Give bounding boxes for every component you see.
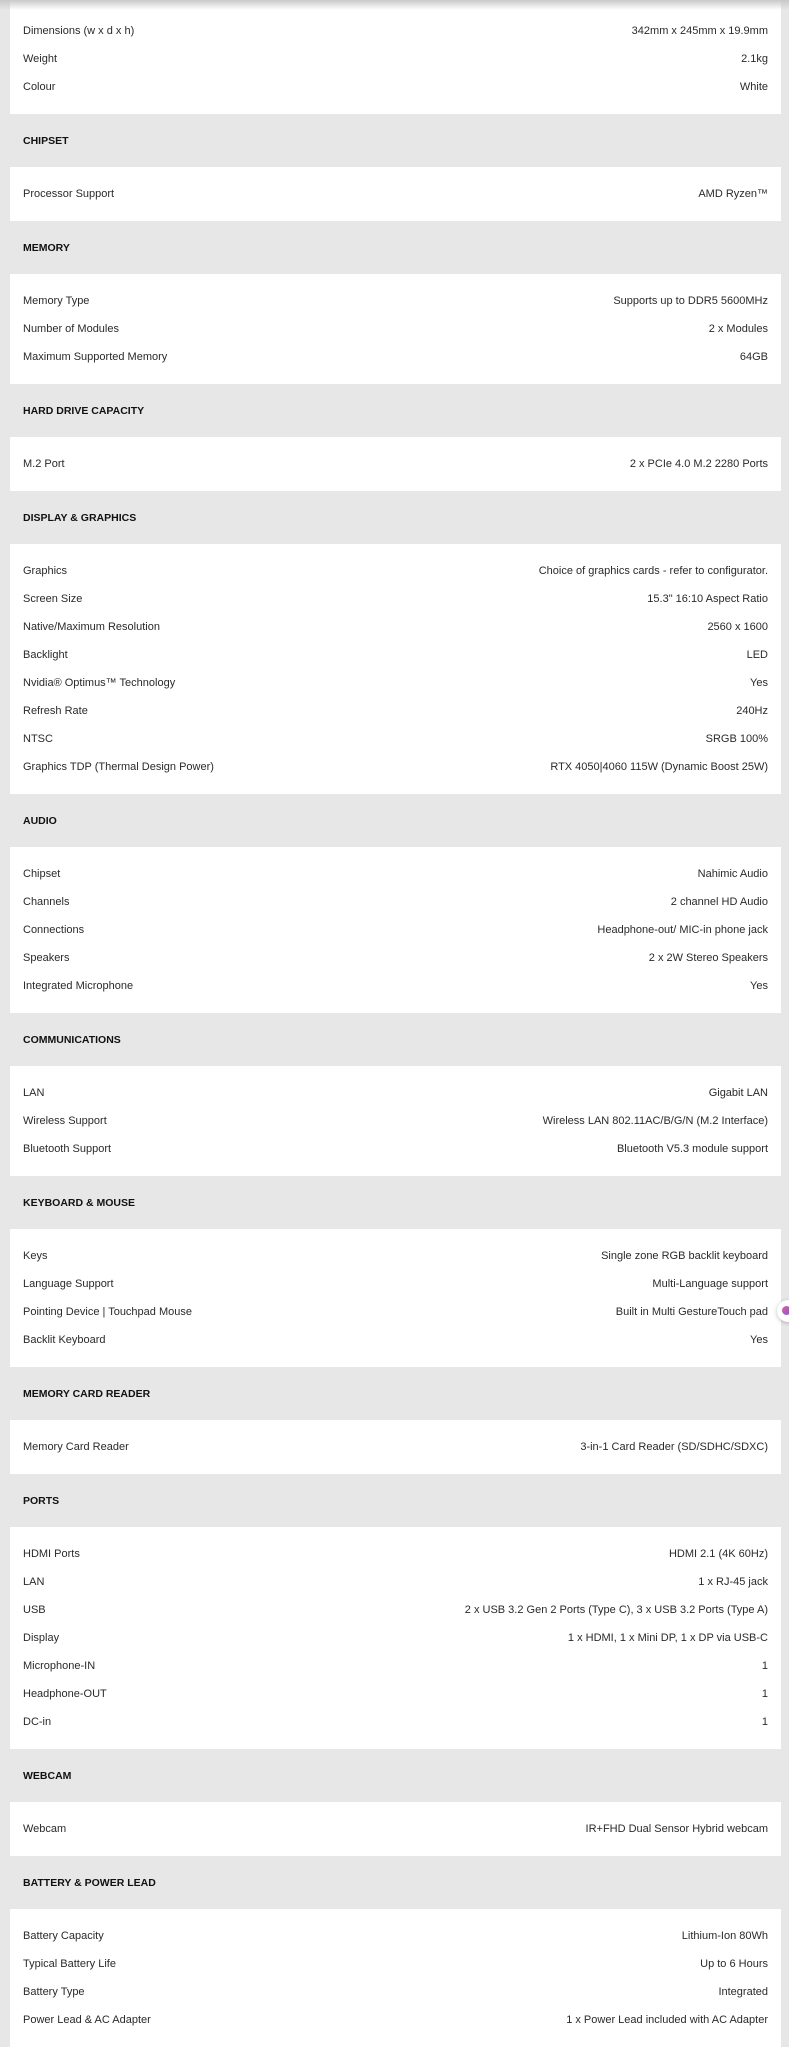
spec-label: Connections [23, 924, 85, 936]
spec-label: Keys [23, 1250, 48, 1262]
spec-value: 2 x PCIe 4.0 M.2 2280 Ports [629, 458, 768, 470]
spec-label: Screen Size [23, 593, 83, 605]
spec-value: RTX 4050|4060 115W (Dynamic Boost 25W) [550, 761, 768, 773]
spec-value: 240Hz [736, 705, 768, 717]
spec-value: SRGB 100% [705, 733, 768, 745]
spec-row [10, 1978, 781, 2006]
spec-row [10, 641, 781, 669]
spec-label: Battery Capacity [23, 1930, 104, 1942]
spec-label: Channels [23, 896, 70, 908]
spec-panel [10, 1420, 781, 1474]
section-heading: KEYBOARD & MOUSE [23, 1196, 136, 1209]
section-heading: COMMUNICATIONS [23, 1033, 121, 1046]
spec-panel [10, 437, 781, 491]
spec-label: Typical Battery Life [23, 1958, 116, 1970]
spec-row [10, 1270, 781, 1298]
spec-label: Maximum Supported Memory [23, 351, 168, 363]
spec-row [10, 1433, 781, 1461]
section-heading: DISPLAY & GRAPHICS [23, 511, 137, 524]
top-shadow [0, 0, 789, 10]
spec-label: LAN [23, 1087, 45, 1099]
section-heading: HARD DRIVE CAPACITY [23, 404, 145, 417]
spec-value: 2 x USB 3.2 Gen 2 Ports (Type C), 3 x USB 3.2 Ports (Type A) [464, 1604, 768, 1616]
spec-value: 1 x Power Lead included with AC Adapter [566, 2014, 768, 2026]
spec-value: 1 x RJ-45 jack [698, 1576, 768, 1588]
spec-row [10, 753, 781, 781]
spec-value: Headphone-out/ MIC-in phone jack [597, 924, 768, 936]
section-heading: MEMORY CARD READER [23, 1387, 151, 1400]
spec-value: 64GB [739, 351, 768, 363]
spec-row [10, 1298, 781, 1326]
spec-label: Refresh Rate [23, 705, 88, 717]
spec-panel [10, 274, 781, 384]
spec-label: Memory Card Reader [23, 1441, 129, 1453]
spec-label: NTSC [23, 733, 53, 745]
section-heading: MEMORY [23, 241, 70, 254]
spec-value: 1 x HDMI, 1 x Mini DP, 1 x DP via USB-C [567, 1632, 768, 1644]
spec-row [10, 916, 781, 944]
spec-label: Memory Type [23, 295, 90, 307]
section-heading: AUDIO [23, 814, 57, 827]
spec-label: Webcam [23, 1823, 67, 1835]
spec-label: HDMI Ports [23, 1548, 80, 1560]
spec-label: Graphics [23, 565, 68, 577]
spec-value: 2 x Modules [708, 323, 768, 335]
spec-panel [10, 1909, 781, 2047]
spec-value: 1 [761, 1688, 768, 1700]
section-heading: PORTS [23, 1494, 60, 1507]
spec-value: 3-in-1 Card Reader (SD/SDHC/SDXC) [580, 1441, 768, 1453]
spec-sections [0, 114, 789, 2047]
spec-value: Integrated [718, 1986, 768, 1998]
spec-label: M.2 Port [23, 458, 65, 470]
spec-label: Speakers [23, 952, 70, 964]
section-heading: WEBCAM [23, 1769, 72, 1782]
spec-value: 15.3" 16:10 Aspect Ratio [647, 593, 768, 605]
spec-panel [10, 1802, 781, 1856]
spec-value: HDMI 2.1 (4K 60Hz) [668, 1548, 768, 1560]
spec-row [10, 1950, 781, 1978]
spec-row [10, 287, 781, 315]
spec-row [10, 860, 781, 888]
spec-label: Number of Modules [23, 323, 119, 335]
chat-icon [782, 1306, 789, 1315]
spec-label: Battery Type [23, 1986, 85, 1998]
spec-label: Headphone-OUT [23, 1688, 107, 1700]
spec-row [10, 1107, 781, 1135]
spec-row [10, 1680, 781, 1708]
spec-label: Bluetooth Support [23, 1143, 112, 1155]
spec-row [10, 669, 781, 697]
spec-label: DC-in [23, 1716, 52, 1728]
spec-row [10, 585, 781, 613]
section-heading: BATTERY & POWER LEAD [23, 1876, 156, 1889]
spec-row [10, 315, 781, 343]
spec-row [10, 1815, 781, 1843]
spec-label: Pointing Device | Touchpad Mouse [23, 1306, 192, 1318]
spec-label: Backlight [23, 649, 68, 661]
spec-row [10, 1135, 781, 1163]
spec-label: Nvidia® Optimus™ Technology [23, 677, 176, 689]
spec-label: Power Lead & AC Adapter [23, 2014, 151, 2026]
spec-label: USB [23, 1604, 46, 1616]
spec-value: IR+FHD Dual Sensor Hybrid webcam [585, 1823, 768, 1835]
spec-label: Integrated Microphone [23, 980, 134, 992]
spec-row [10, 697, 781, 725]
spec-label: Graphics TDP (Thermal Design Power) [23, 761, 214, 773]
spec-value: Yes [750, 1334, 768, 1346]
spec-value: Bluetooth V5.3 module support [616, 1143, 768, 1155]
spec-row [10, 557, 781, 585]
spec-value: LED [746, 649, 768, 661]
spec-label: Language Support [23, 1278, 114, 1290]
spec-value: Yes [750, 677, 768, 689]
spec-value: Choice of graphics cards - refer to configurator. [538, 565, 768, 577]
spec-panel [10, 1229, 781, 1367]
spec-value: Nahimic Audio [697, 868, 768, 880]
spec-row [10, 1624, 781, 1652]
spec-value: 1 [761, 1716, 768, 1728]
spec-label: LAN [23, 1576, 45, 1588]
spec-value: 2 channel HD Audio [670, 896, 768, 908]
spec-value: Lithium-Ion 80Wh [681, 1930, 768, 1942]
section-heading: CHIPSET [23, 134, 69, 147]
spec-panel [10, 1527, 781, 1749]
spec-panel [10, 167, 781, 221]
spec-label: Wireless Support [23, 1115, 107, 1127]
spec-label: Native/Maximum Resolution [23, 621, 160, 633]
spec-row [10, 1568, 781, 1596]
spec-value: Wireless LAN 802.11AC/B/G/N (M.2 Interface) [542, 1115, 768, 1127]
spec-label: Colour [23, 81, 56, 93]
spec-label: Microphone-IN [23, 1660, 96, 1672]
spec-label: Backlit Keyboard [23, 1334, 106, 1346]
spec-value: Multi-Language support [652, 1278, 768, 1290]
spec-value: 1 [761, 1660, 768, 1672]
spec-value: Yes [750, 980, 768, 992]
spec-value: White [739, 81, 768, 93]
spec-label: Processor Support [23, 188, 115, 200]
spec-row [10, 180, 781, 208]
spec-row [10, 1326, 781, 1354]
spec-panel-general [10, 0, 781, 114]
spec-row [10, 1596, 781, 1624]
spec-label: Display [23, 1632, 60, 1644]
spec-row [10, 1652, 781, 1680]
spec-row [10, 73, 781, 101]
spec-value: Single zone RGB backlit keyboard [601, 1250, 768, 1262]
spec-panel [10, 544, 781, 794]
spec-row [10, 17, 781, 45]
spec-row [10, 450, 781, 478]
spec-label: Weight [23, 53, 58, 65]
spec-value: 2.1kg [741, 53, 768, 65]
spec-row [10, 725, 781, 753]
spec-row [10, 45, 781, 73]
spec-label: Dimensions (w x d x h) [23, 25, 135, 37]
spec-row [10, 888, 781, 916]
spec-value: Gigabit LAN [708, 1087, 768, 1099]
spec-value: Built in Multi GestureTouch pad [615, 1306, 768, 1318]
spec-value: 2560 x 1600 [707, 621, 768, 633]
spec-row [10, 1708, 781, 1736]
spec-value: 342mm x 245mm x 19.9mm [631, 25, 768, 37]
spec-row [10, 613, 781, 641]
spec-row [10, 1540, 781, 1568]
spec-row [10, 972, 781, 1000]
spec-label: Chipset [23, 868, 61, 880]
spec-value: Up to 6 Hours [700, 1958, 768, 1970]
spec-value: Supports up to DDR5 5600MHz [613, 295, 768, 307]
spec-value: 2 x 2W Stereo Speakers [648, 952, 768, 964]
spec-row [10, 1079, 781, 1107]
spec-row [10, 2006, 781, 2034]
spec-row [10, 944, 781, 972]
spec-row [10, 343, 781, 371]
spec-row [10, 1922, 781, 1950]
spec-row [10, 1242, 781, 1270]
spec-panel [10, 1066, 781, 1176]
spec-value: AMD Ryzen™ [698, 188, 768, 200]
spec-panel [10, 847, 781, 1013]
